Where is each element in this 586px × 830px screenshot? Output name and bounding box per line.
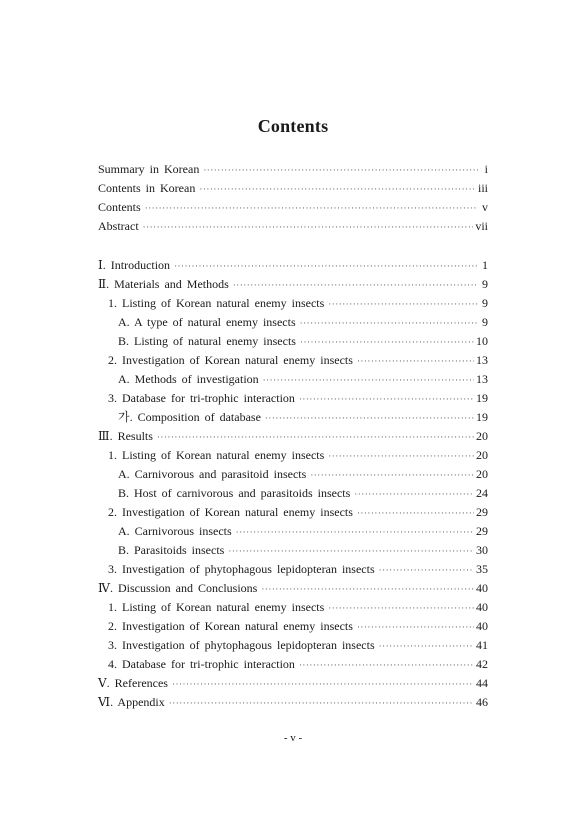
toc-entry-label: Ⅵ. Appendix: [98, 695, 165, 709]
dot-leader: [299, 390, 474, 409]
page-number: - v -: [283, 732, 303, 744]
toc-entry-label: Summary in Korean: [98, 162, 200, 176]
dot-leader: [310, 466, 474, 485]
toc-entry-label: A. A type of natural enemy insects: [118, 315, 296, 329]
toc-entry-page: 1: [482, 258, 488, 272]
toc-entry-label: Abstract: [98, 219, 139, 233]
toc-entry-page: 20: [476, 467, 488, 481]
dot-leader: [299, 656, 474, 675]
dot-leader: [233, 276, 478, 295]
toc-entry[interactable]: [98, 351, 488, 370]
toc-entry-label: Ⅱ. Materials and Methods: [98, 277, 229, 291]
toc-entry[interactable]: [98, 560, 488, 579]
toc-entry[interactable]: [98, 294, 488, 313]
toc-entry-page: 20: [476, 448, 488, 462]
dot-leader: [236, 523, 474, 542]
toc-entry[interactable]: [98, 332, 488, 351]
toc-entry-label: A. Methods of investigation: [118, 372, 259, 386]
toc-entry[interactable]: [98, 484, 488, 503]
dot-leader: [354, 485, 474, 504]
toc-entry-label: Ⅳ. Discussion and Conclusions: [98, 581, 258, 595]
toc-entry-page: 35: [476, 562, 488, 576]
toc-entry-label: B. Listing of natural enemy insects: [118, 334, 296, 348]
toc-entry[interactable]: [98, 408, 488, 427]
toc-entry-label: 가. Composition of database: [118, 410, 261, 424]
toc-entry[interactable]: [98, 198, 488, 217]
toc-entry-page: 29: [476, 524, 488, 538]
toc-entry[interactable]: [98, 179, 488, 198]
toc-entry-label: Contents: [98, 200, 141, 214]
dot-leader: [228, 542, 474, 561]
toc-entry-page: 19: [476, 391, 488, 405]
toc-entry-page: 46: [476, 695, 488, 709]
toc-entry-label: Ⅰ. Introduction: [98, 258, 171, 272]
toc-entry-page: 9: [482, 315, 488, 329]
toc-entry[interactable]: [98, 617, 488, 636]
dot-leader: [157, 428, 474, 447]
toc-entry[interactable]: [98, 503, 488, 522]
dot-leader: [145, 199, 478, 218]
toc-entry[interactable]: [98, 541, 488, 560]
dot-leader: [263, 371, 474, 390]
dot-leader: [169, 694, 474, 713]
toc-entry-label: B. Host of carnivorous and parasitoids insects: [118, 486, 351, 500]
toc-entry[interactable]: [98, 389, 488, 408]
toc-entry-page: 42: [476, 657, 488, 671]
dot-leader: [357, 504, 474, 523]
toc-entry-label: Contents in Korean: [98, 181, 196, 195]
toc-entry-page: 44: [476, 676, 488, 690]
toc-entry-label: 3. Investigation of phytophagous lepidopteran insects: [108, 638, 375, 652]
toc-entry[interactable]: [98, 370, 488, 389]
dot-leader: [261, 580, 474, 599]
toc-entry-label: 1. Listing of Korean natural enemy insects: [108, 296, 325, 310]
toc-entry[interactable]: [98, 160, 488, 179]
front-matter-list: [98, 160, 488, 236]
toc-entry-label: 2. Investigation of Korean natural enemy insects: [108, 619, 353, 633]
toc-entry-label: 1. Listing of Korean natural enemy insects: [108, 600, 325, 614]
dot-leader: [357, 618, 474, 637]
dot-leader: [328, 447, 474, 466]
dot-leader: [328, 599, 474, 618]
toc-entry-page: 29: [476, 505, 488, 519]
toc-entry[interactable]: [98, 313, 488, 332]
toc-entry-label: A. Carnivorous and parasitoid insects: [118, 467, 307, 481]
toc-entry-page: 9: [482, 296, 488, 310]
toc-entry-label: Ⅴ. References: [98, 676, 168, 690]
dot-leader: [172, 675, 474, 694]
dot-leader: [379, 637, 474, 656]
toc-entry[interactable]: [98, 446, 488, 465]
toc-entry-label: 3. Database for tri-trophic interaction: [108, 391, 295, 405]
toc-entry-page: v: [482, 200, 488, 214]
toc-entry-page: 40: [476, 581, 488, 595]
toc-entry-label: 3. Investigation of phytophagous lepidopteran insects: [108, 562, 375, 576]
dot-leader: [357, 352, 474, 371]
toc-entry-label: Ⅲ. Results: [98, 429, 153, 443]
sections-list: [98, 256, 488, 712]
dot-leader: [199, 180, 476, 199]
toc-entry-page: 30: [476, 543, 488, 557]
toc-entry[interactable]: [98, 655, 488, 674]
toc-entry-page: vii: [475, 219, 488, 233]
toc-entry-label: B. Parasitoids insects: [118, 543, 225, 557]
toc-entry-label: 1. Listing of Korean natural enemy insects: [108, 448, 325, 462]
toc-entry[interactable]: [98, 674, 488, 693]
toc-entry[interactable]: [98, 465, 488, 484]
toc-entry-page: 10: [476, 334, 488, 348]
dot-leader: [379, 561, 474, 580]
toc-entry-page: 40: [476, 619, 488, 633]
toc-entry-label: A. Carnivorous insects: [118, 524, 232, 538]
toc-entry[interactable]: [98, 217, 488, 236]
dot-leader: [300, 333, 474, 352]
toc-entry[interactable]: [98, 427, 488, 446]
toc-entry-label: 2. Investigation of Korean natural enemy insects: [108, 505, 353, 519]
toc-entry-page: 20: [476, 429, 488, 443]
toc-entry-page: 13: [476, 372, 488, 386]
toc-entry-page: iii: [477, 181, 488, 195]
toc-entry-page: 40: [476, 600, 488, 614]
dot-leader: [328, 295, 478, 314]
toc-entry-page: 24: [476, 486, 488, 500]
toc-entry-label: 4. Database for tri-trophic interaction: [108, 657, 295, 671]
toc-entry[interactable]: [98, 522, 488, 541]
toc-entry[interactable]: [98, 636, 488, 655]
dot-leader: [143, 218, 474, 237]
dot-leader: [174, 257, 478, 276]
toc-entry[interactable]: [98, 598, 488, 617]
toc-entry-page: 41: [476, 638, 488, 652]
toc-entry-page: 13: [476, 353, 488, 367]
toc-entry[interactable]: [98, 579, 488, 598]
page-title: Contents: [257, 116, 329, 136]
dot-leader: [265, 409, 474, 428]
toc-entry[interactable]: [98, 275, 488, 294]
toc-entry[interactable]: [98, 693, 488, 712]
toc-entry[interactable]: [98, 256, 488, 275]
toc-entry-label: 2. Investigation of Korean natural enemy insects: [108, 353, 353, 367]
toc-entry-page: 9: [482, 277, 488, 291]
dot-leader: [300, 314, 478, 333]
dot-leader: [203, 161, 478, 180]
toc-entry-page: 19: [476, 410, 488, 424]
toc-entry-page: i: [484, 162, 488, 176]
